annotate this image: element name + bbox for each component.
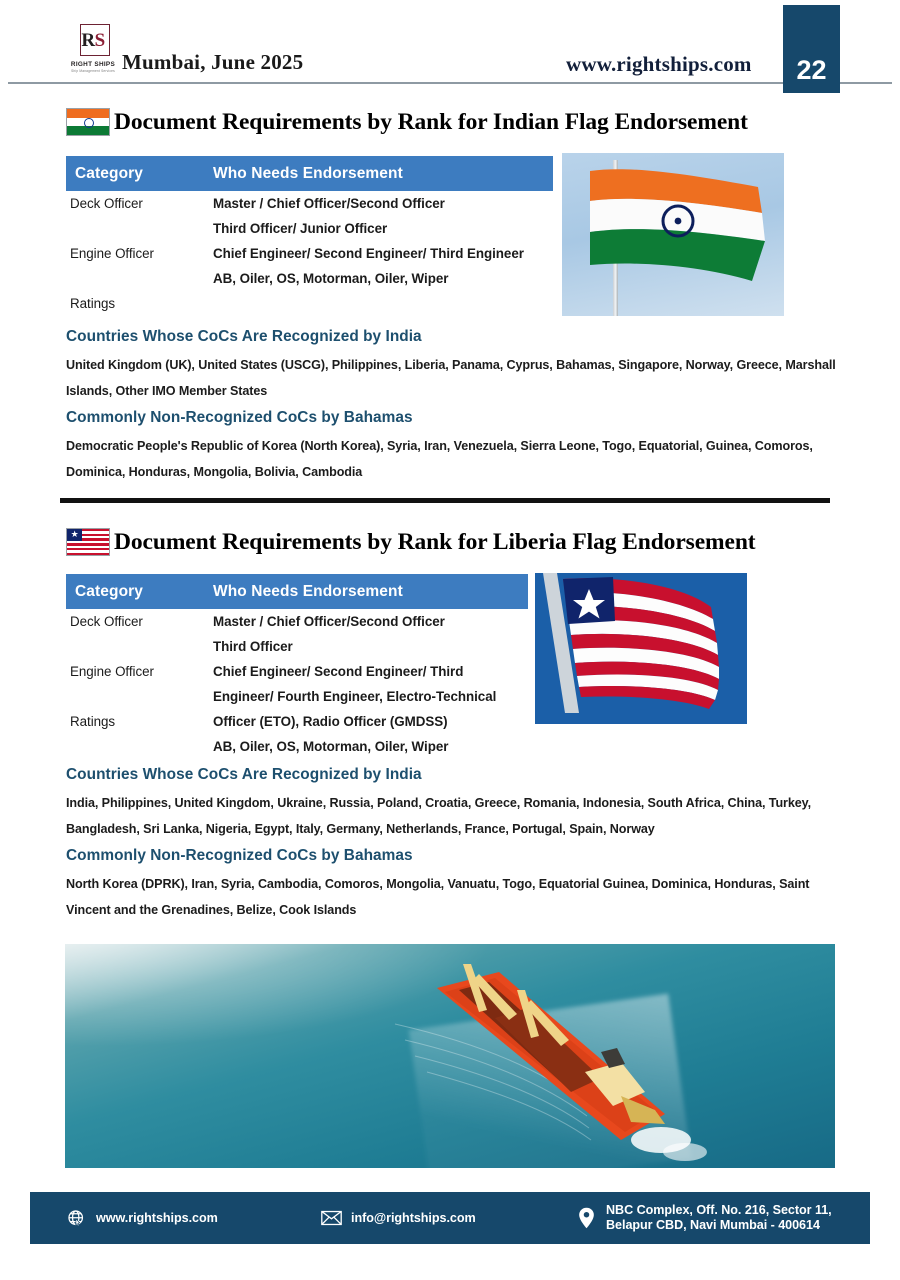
table-india — [66, 156, 553, 316]
cell-requirement: Officer (ETO), Radio Officer (GMDSS) — [213, 714, 448, 729]
page-header — [0, 0, 900, 88]
india-flag-graphic — [562, 153, 784, 316]
cell-category: Ratings — [70, 296, 116, 311]
section-title-liberia — [66, 528, 756, 556]
section-divider — [60, 498, 830, 503]
cell-requirement: AB, Oiler, OS, Motorman, Oiler, Wiper — [213, 271, 449, 286]
non-recognized-list-india: Democratic People's Republic of Korea (North Korea), Syria, Iran, Venezuela, Sierra Leone, Togo, Equatorial, Guinea, Comoros, Dominica, Honduras, Mongolia, Bolivia, Cambodia — [66, 439, 813, 479]
footer-email-item[interactable] — [321, 1208, 576, 1229]
india-flag-icon — [66, 108, 110, 136]
cell-category: Deck Officer — [70, 614, 143, 629]
table-row — [66, 709, 528, 734]
table-col-who-needs: Who Needs Endorsement — [213, 582, 403, 600]
cell-requirement: Third Officer/ Junior Officer — [213, 221, 388, 236]
logo-wordmark: RIGHT SHIPS — [70, 61, 116, 68]
india-flag-photo — [562, 153, 784, 316]
footer-website-text: www.rightships.com — [96, 1211, 218, 1225]
recognized-list-liberia: India, Philippines, United Kingdom, Ukraine, Russia, Poland, Croatia, Greece, Romania, Indonesia, South Africa, China, Turkey, Bangladesh, Sri Lanka, Nigeria, Egypt, Italy, Germany, Netherlands, France, Portugal, Spain, Norway — [66, 796, 812, 836]
table-row — [66, 291, 553, 316]
non-recognized-heading-liberia: Commonly Non-Recognized CoCs by Bahamas — [66, 847, 413, 864]
table-col-category: Category — [75, 164, 143, 182]
cell-requirement: Third Officer — [213, 639, 293, 654]
section-title-india — [66, 108, 748, 136]
cell-category: Engine Officer — [70, 664, 154, 679]
ship-graphic — [65, 944, 835, 1168]
section-heading-text: Document Requirements by Rank for Indian Flag Endorsement — [114, 108, 748, 135]
table-row — [66, 684, 528, 709]
section-heading-text: Document Requirements by Rank for Liberia Flag Endorsement — [114, 528, 756, 555]
rightships-logo — [64, 24, 122, 76]
table-header-row — [66, 156, 553, 191]
table-body — [66, 191, 553, 316]
table-col-who-needs: Who Needs Endorsement — [213, 164, 403, 182]
envelope-icon — [321, 1208, 342, 1229]
table-header-row — [66, 574, 528, 609]
issue-label: Mumbai, June 2025 — [122, 50, 304, 74]
non-recognized-heading-india: Commonly Non-Recognized CoCs by Bahamas — [66, 409, 413, 426]
logo-tagline: Ship Management Services — [71, 69, 115, 73]
cell-requirement: AB, Oiler, OS, Motorman, Oiler, Wiper — [213, 739, 449, 754]
footer-address-item — [576, 1203, 832, 1234]
header-divider — [8, 82, 892, 84]
address-line-1: NBC Complex, Off. No. 216, Sector 11, — [606, 1202, 832, 1217]
logo-mark-icon — [71, 24, 115, 60]
table-liberia — [66, 574, 528, 759]
table-row — [66, 266, 553, 291]
liberia-flag-photo — [535, 573, 747, 724]
cell-requirement: Master / Chief Officer/Second Officer — [213, 196, 445, 211]
cell-requirement: Chief Engineer/ Second Engineer/ Third Engineer — [213, 246, 524, 261]
table-row — [66, 216, 553, 241]
cell-category: Engine Officer — [70, 246, 154, 261]
footer-website-item[interactable] — [66, 1208, 321, 1229]
table-row — [66, 634, 528, 659]
cell-requirement: Chief Engineer/ Second Engineer/ Third — [213, 664, 464, 679]
table-row — [66, 659, 528, 684]
footer-address-text — [606, 1203, 832, 1234]
logo-initials: RS — [81, 30, 105, 51]
table-row — [66, 734, 528, 759]
table-body — [66, 609, 528, 759]
recognized-heading-liberia: Countries Whose CoCs Are Recognized by India — [66, 766, 422, 783]
liberia-flag-icon: ★ — [66, 528, 110, 556]
non-recognized-list-liberia: North Korea (DPRK), Iran, Syria, Cambodia, Comoros, Mongolia, Vanuatu, Togo, Equatorial Guinea, Dominica, Honduras, Saint Vincent and the Grenadines, Belize, Cook Islands — [66, 877, 810, 917]
table-row — [66, 241, 553, 266]
table-row — [66, 191, 553, 216]
address-line-2: Belapur CBD, Navi Mumbai - 400614 — [606, 1218, 820, 1232]
cell-requirement: Engineer/ Fourth Engineer, Electro-Technical — [213, 689, 497, 704]
page-number-badge: 22 — [783, 5, 840, 93]
location-pin-icon — [576, 1208, 597, 1229]
liberia-flag-graphic — [535, 573, 747, 724]
bulk-carrier-aerial-photo — [65, 944, 835, 1168]
cell-category: Ratings — [70, 714, 116, 729]
footer-email-text: info@rightships.com — [351, 1211, 476, 1225]
cell-requirement: Master / Chief Officer/Second Officer — [213, 614, 445, 629]
page-footer — [30, 1192, 870, 1244]
table-col-category: Category — [75, 582, 143, 600]
recognized-heading-india: Countries Whose CoCs Are Recognized by India — [66, 328, 422, 345]
recognized-list-india: United Kingdom (UK), United States (USCG), Philippines, Liberia, Panama, Cyprus, Bahamas, Singapore, Norway, Greece, Marshall Islands, Other IMO Member States — [66, 358, 836, 398]
cell-category: Deck Officer — [70, 196, 143, 211]
header-website[interactable]: www.rightships.com — [566, 52, 752, 76]
table-row — [66, 609, 528, 634]
globe-icon — [66, 1208, 87, 1229]
